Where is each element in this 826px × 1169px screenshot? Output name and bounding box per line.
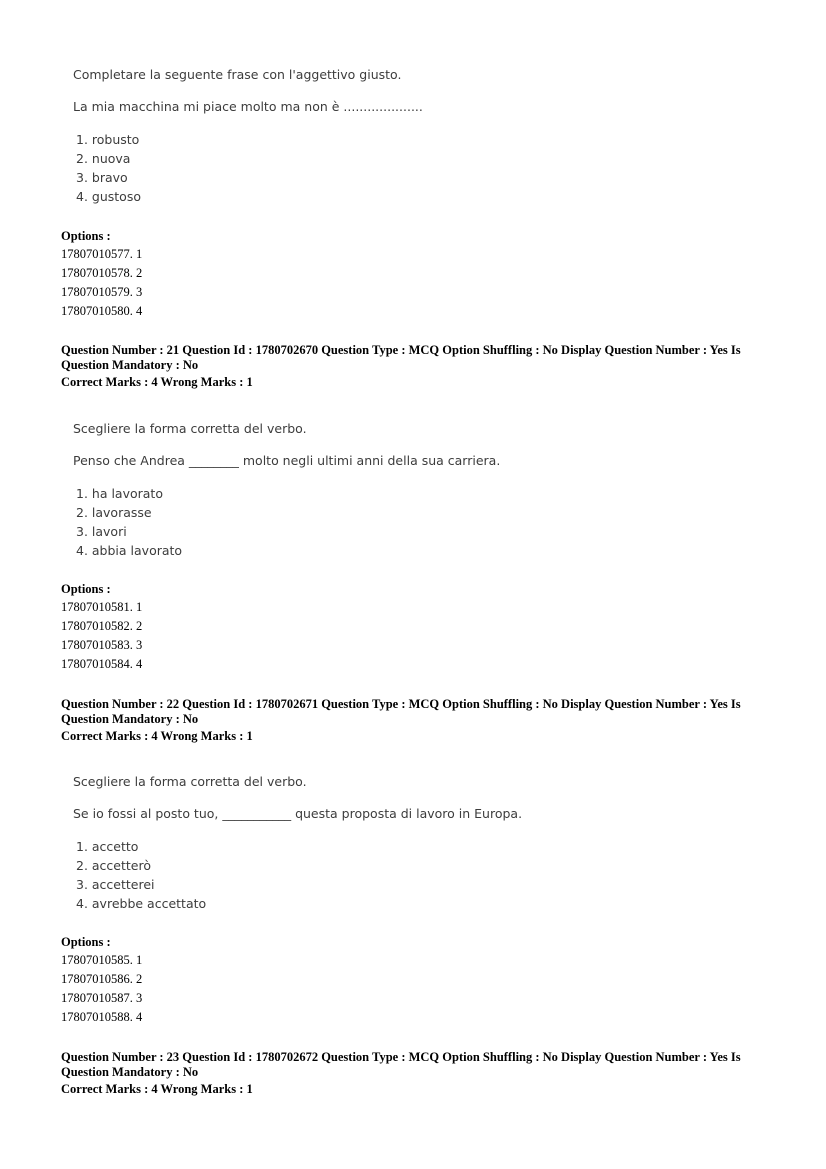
option-row: 17807010578. 2 bbox=[61, 266, 143, 280]
option-row: 17807010580. 4 bbox=[61, 304, 143, 318]
question-meta-line: Question Mandatory : No bbox=[61, 712, 199, 726]
option-row: 17807010582. 2 bbox=[61, 619, 143, 633]
question-meta bbox=[61, 1050, 761, 1097]
choice-item: 1. accetto bbox=[76, 839, 139, 854]
question-instruction: Scegliere la forma corretta del verbo. bbox=[73, 774, 307, 789]
choice-item: 3. bravo bbox=[76, 170, 128, 185]
option-row: 17807010585. 1 bbox=[61, 953, 143, 967]
options-heading: Options : bbox=[61, 935, 111, 949]
marks-line: Correct Marks : 4 Wrong Marks : 1 bbox=[61, 1082, 253, 1096]
question-meta bbox=[61, 343, 761, 390]
question-meta bbox=[61, 697, 761, 744]
question-image bbox=[73, 774, 522, 913]
option-row: 17807010584. 4 bbox=[61, 657, 143, 671]
choice-item: 3. accetterei bbox=[76, 877, 155, 892]
choice-item: 4. abbia lavorato bbox=[76, 543, 183, 558]
question-meta-line: Question Number : 23 Question Id : 1780702672 Question Type : MCQ Option Shuffling : No Display Question Number : Yes Is bbox=[61, 1050, 741, 1064]
option-row: 17807010588. 4 bbox=[61, 1010, 143, 1024]
choice-item: 4. gustoso bbox=[76, 189, 141, 204]
option-row: 17807010577. 1 bbox=[61, 247, 143, 261]
option-row: 17807010583. 3 bbox=[61, 638, 143, 652]
question-meta-line: Question Number : 22 Question Id : 1780702671 Question Type : MCQ Option Shuffling : No Display Question Number : Yes Is bbox=[61, 697, 741, 711]
marks-line: Correct Marks : 4 Wrong Marks : 1 bbox=[61, 375, 253, 389]
choice-item: 3. lavori bbox=[76, 524, 127, 539]
marks-line: Correct Marks : 4 Wrong Marks : 1 bbox=[61, 729, 253, 743]
options-list bbox=[61, 933, 142, 1027]
options-list bbox=[61, 580, 142, 674]
options-heading: Options : bbox=[61, 582, 111, 596]
choice-list bbox=[73, 484, 500, 560]
question-image bbox=[73, 67, 423, 206]
choice-item: 1. robusto bbox=[76, 132, 140, 147]
question-instruction: Completare la seguente frase con l'aggettivo giusto. bbox=[73, 67, 402, 82]
question-meta-line: Question Mandatory : No bbox=[61, 1065, 199, 1079]
options-list bbox=[61, 227, 142, 321]
question-instruction: Scegliere la forma corretta del verbo. bbox=[73, 421, 307, 436]
question-meta-line: Question Number : 21 Question Id : 1780702670 Question Type : MCQ Option Shuffling : No Display Question Number : Yes Is bbox=[61, 343, 741, 357]
question-stem: Se io fossi al posto tuo, ___________ questa proposta di lavoro in Europa. bbox=[73, 806, 523, 821]
choice-list bbox=[73, 837, 522, 913]
option-row: 17807010579. 3 bbox=[61, 285, 143, 299]
choice-list bbox=[73, 130, 423, 206]
options-heading: Options : bbox=[61, 229, 111, 243]
choice-item: 2. accetterò bbox=[76, 858, 151, 873]
option-row: 17807010587. 3 bbox=[61, 991, 143, 1005]
choice-item: 2. lavorasse bbox=[76, 505, 152, 520]
choice-item: 2. nuova bbox=[76, 151, 131, 166]
question-stem: Penso che Andrea ________ molto negli ultimi anni della sua carriera. bbox=[73, 453, 501, 468]
choice-item: 4. avrebbe accettato bbox=[76, 896, 207, 911]
option-row: 17807010586. 2 bbox=[61, 972, 143, 986]
question-stem: La mia macchina mi piace molto ma non è .................... bbox=[73, 99, 423, 114]
option-row: 17807010581. 1 bbox=[61, 600, 143, 614]
question-meta-line: Question Mandatory : No bbox=[61, 358, 199, 372]
choice-item: 1. ha lavorato bbox=[76, 486, 163, 501]
question-image bbox=[73, 421, 500, 560]
